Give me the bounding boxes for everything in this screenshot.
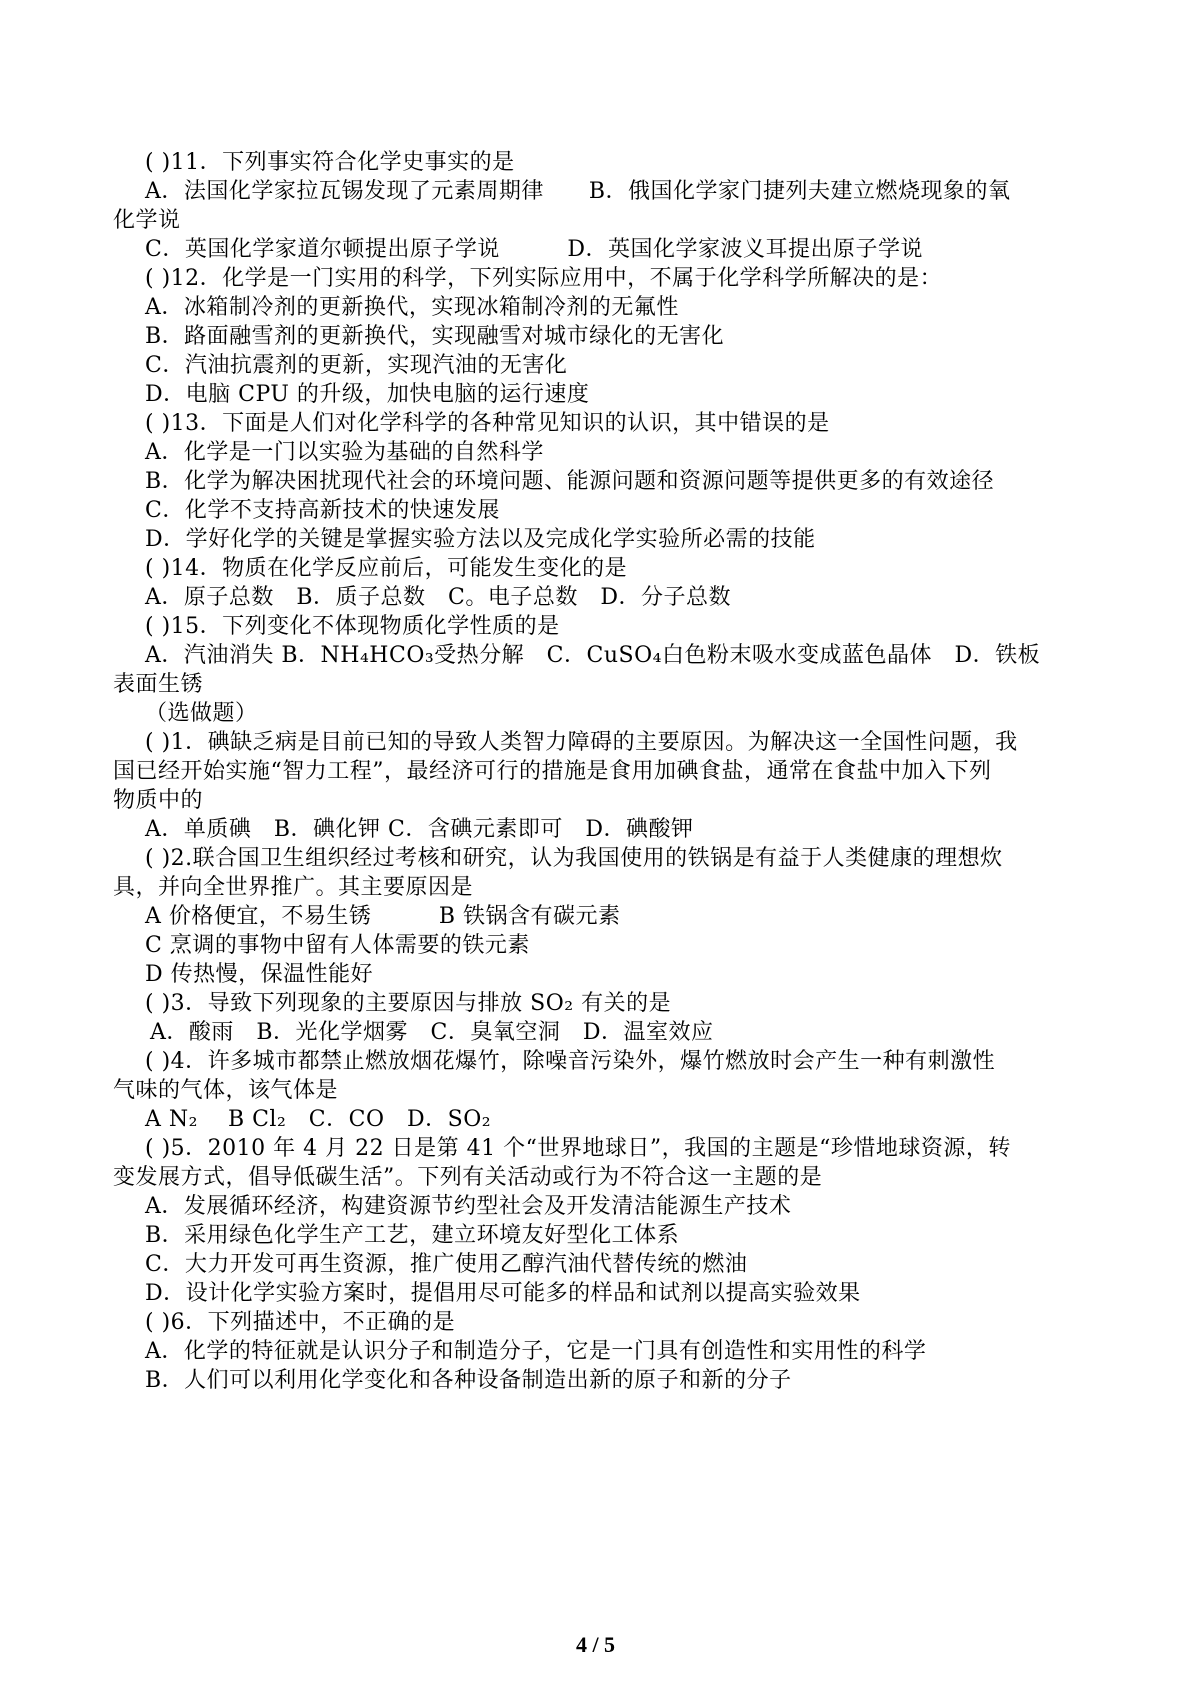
optional-question-5-option-d: D．设计化学实验方案时，提倡用尽可能多的样品和试剂以提高实验效果: [145, 1281, 861, 1306]
optional-question-6-option-b: B．人们可以利用化学变化和各种设备制造出新的原子和新的分子: [145, 1368, 792, 1393]
question-13-option-d: D．学好化学的关键是掌握实验方法以及完成化学实验所必需的技能: [145, 527, 816, 552]
question-15-stem: ( )15．下列变化不体现物质化学性质的是: [145, 614, 560, 639]
optional-question-2-option-c: C 烹调的事物中留有人体需要的铁元素: [145, 933, 530, 958]
question-14-options: A．原子总数 B．质子总数 C。电子总数 D．分子总数: [145, 585, 732, 610]
optional-question-5-option-b: B．采用绿色化学生产工艺，建立环境友好型化工体系: [145, 1223, 680, 1248]
question-12-option-d: D．电脑 CPU 的升级，加快电脑的运行速度: [145, 382, 590, 407]
optional-question-5-option-c: C．大力开发可再生资源，推广使用乙醇汽油代替传统的燃油: [145, 1252, 748, 1277]
optional-question-1-stem-cont-2: 物质中的: [113, 788, 204, 813]
optional-question-2-stem-cont: 具，并向全世界推广。其主要原因是: [113, 875, 474, 900]
optional-section-heading: （选做题）: [145, 701, 258, 726]
optional-question-4-stem-cont: 气味的气体，该气体是: [113, 1078, 339, 1103]
optional-question-5-stem-cont: 变发展方式，倡导低碳生活”。下列有关活动或行为不符合这一主题的是: [113, 1165, 823, 1190]
question-13-stem: ( )13．下面是人们对化学科学的各种常见知识的认识，其中错误的是: [145, 411, 830, 436]
page-number: 4 / 5: [575, 1632, 616, 1657]
question-11-options-cd: C．英国化学家道尔顿提出原子学说 D．英国化学家波义耳提出原子学说: [145, 237, 923, 262]
optional-question-1-options: A．单质碘 B．碘化钾 C．含碘元素即可 D．碘酸钾: [145, 817, 694, 842]
optional-question-3-options: A．酸雨 B．光化学烟雾 C．臭氧空洞 D．温室效应: [150, 1020, 714, 1045]
optional-question-2-stem: ( )2.联合国卫生组织经过考核和研究，认为我国使用的铁锅是有益于人类健康的理想炊: [145, 846, 1003, 871]
question-15-options-cont: 表面生锈: [113, 672, 204, 697]
optional-question-5-option-a: A．发展循环经济，构建资源节约型社会及开发清洁能源生产技术: [145, 1194, 792, 1219]
question-11-stem: ( )11．下列事实符合化学史事实的是: [145, 150, 515, 175]
question-13-option-a: A．化学是一门以实验为基础的自然科学: [145, 440, 544, 465]
optional-question-6-option-a: A．化学的特征就是认识分子和制造分子，它是一门具有创造性和实用性的科学: [145, 1339, 927, 1364]
question-12-option-a: A．冰箱制冷剂的更新换代，实现冰箱制冷剂的无氟性: [145, 295, 679, 320]
question-13-option-c: C．化学不支持高新技术的快速发展: [145, 498, 500, 523]
optional-question-5-stem: ( )5．2010 年 4 月 22 日是第 41 个“世界地球日”，我国的主题是“珍惜地球资源，转: [145, 1136, 1011, 1161]
optional-question-2-options-ab: A 价格便宜，不易生锈 B 铁锅含有碳元素: [145, 904, 621, 929]
optional-question-2-option-d: D 传热慢，保温性能好: [145, 962, 374, 987]
optional-question-4-options: A N₂ B Cl₂ C．CO D．SO₂: [145, 1107, 492, 1132]
question-14-stem: ( )14．物质在化学反应前后，可能发生变化的是: [145, 556, 628, 581]
optional-question-3-stem: ( )3．导致下列现象的主要原因与排放 SO₂ 有关的是: [145, 991, 672, 1016]
optional-question-4-stem: ( )4．许多城市都禁止燃放烟花爆竹，除噪音污染外，爆竹燃放时会产生一种有刺激性: [145, 1049, 996, 1074]
question-13-option-b: B．化学为解决困扰现代社会的环境问题、能源问题和资源问题等提供更多的有效途径: [145, 469, 995, 494]
optional-question-6-stem: ( )6．下列描述中，不正确的是: [145, 1310, 456, 1335]
optional-question-1-stem-cont: 国已经开始实施“智力工程”，最经济可行的措施是食用加碘食盐，通常在食盐中加入下列: [113, 759, 992, 784]
question-11-options-ab-cont: 化学说: [113, 208, 181, 233]
question-12-stem: ( )12．化学是一门实用的科学，下列实际应用中，不属于化学科学所解决的是：: [145, 266, 943, 291]
question-15-options: A．汽油消失 B．NH₄HCO₃受热分解 C．CuSO₄白色粉末吸水变成蓝色晶体 D．铁板: [145, 643, 1041, 668]
question-11-options-ab: A．法国化学家拉瓦锡发现了元素周期律 B．俄国化学家门捷列夫建立燃烧现象的氧: [145, 179, 1011, 204]
optional-question-1-stem: ( )1．碘缺乏病是目前已知的导致人类智力障碍的主要原因。为解决这一全国性问题，我: [145, 730, 1018, 755]
question-12-option-b: B．路面融雪剂的更新换代，实现融雪对城市绿化的无害化: [145, 324, 725, 349]
question-12-option-c: C．汽油抗震剂的更新，实现汽油的无害化: [145, 353, 568, 378]
